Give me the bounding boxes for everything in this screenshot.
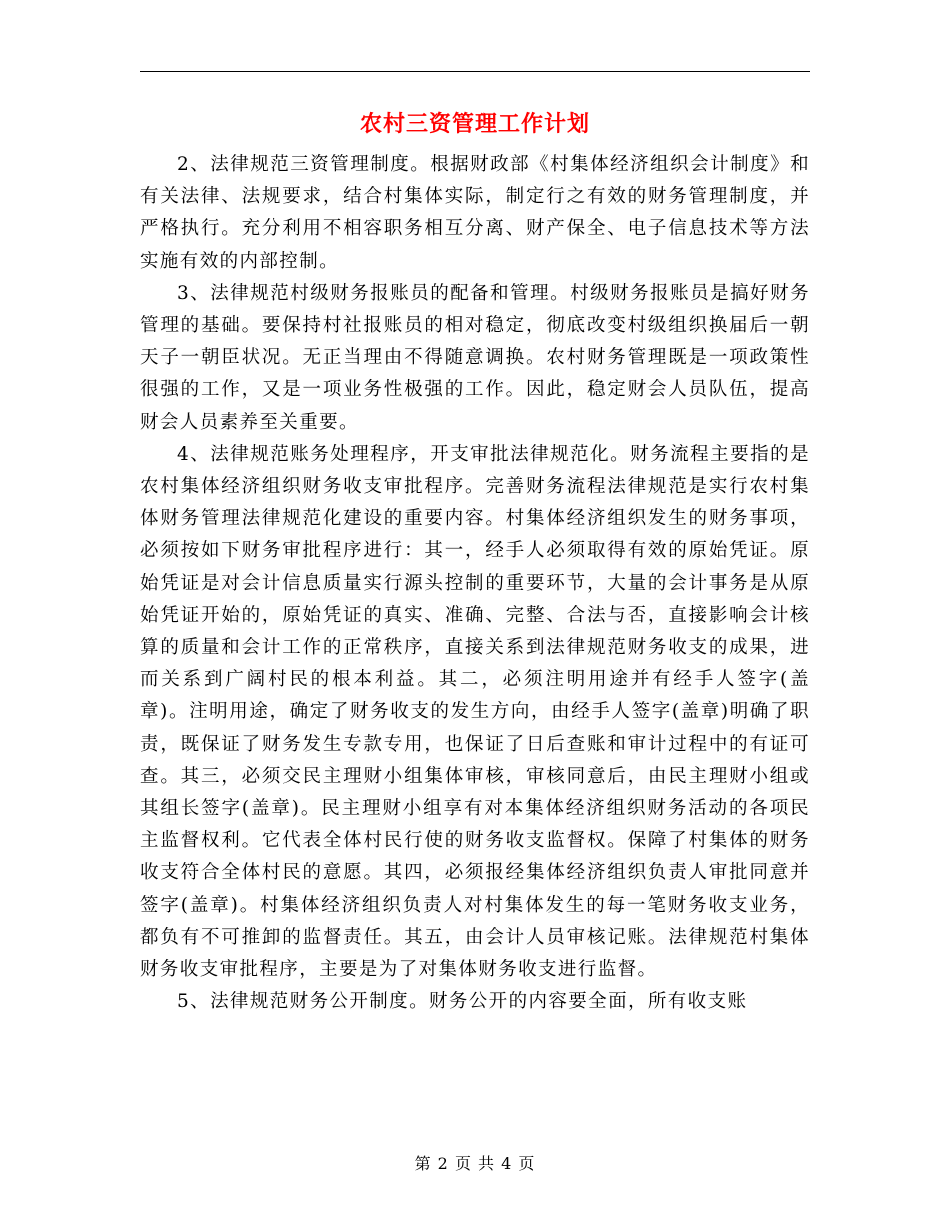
- paragraph-2: 2、法律规范三资管理制度。根据财政部《村集体经济组织会计制度》和有关法律、法规要求，结合村集体实际，制定行之有效的财务管理制度，并严格执行。充分利用不相容职务相互分离、财产保全、电子信息技术等方法实施有效的内部控制。: [140, 154, 810, 272]
- header-rule: [140, 71, 810, 72]
- document-body: [140, 149, 810, 1018]
- paragraph-3: 3、法律规范村级财务报账员的配备和管理。村级财务报账员是搞好财务管理的基础。要保持村社报账员的相对稳定，彻底改变村级组织换届后一朝天子一朝臣状况。无正当理由不得随意调换。农村财务管理既是一项政策性很强的工作，又是一项业务性极强的工作。因此，稳定财会人员队伍，提高财会人员素养至关重要。: [140, 282, 810, 433]
- page-footer: 第 2 页 共 4 页: [414, 1154, 536, 1173]
- document-title: 农村三资管理工作计划: [359, 111, 590, 137]
- paragraph-4: 4、法律规范账务处理程序，开支审批法律规范化。财务流程主要指的是农村集体经济组织财务收支审批程序。完善财务流程法律规范是实行农村集体财务管理法律规范化建设的重要内容。村集体经济组织发生的财务事项，必须按如下财务审批程序进行：其一，经手人必须取得有效的原始凭证。原始凭证是对会计信息质量实行源头控制的重要环节，大量的会计事务是从原始凭证开始的，原始凭证的真实、准确、完整、合法与否，直接影响会计核算的质量和会计工作的正常秩序，直接关系到法律规范财务收支的成果，进而关系到广阔村民的根本利益。其二，必须注明用途并有经手人签字(盖章)。注明用途，确定了财务收支的发生方向，由经手人签字(盖章)明确了职责，既保证了财务发生专款专用，也保证了日后查账和审计过程中的有证可查。其三，必须交民主理财小组集体审核，审核同意后，由民主理财小组或其组长签字(盖章)。民主理财小组享有对本集体经济组织财务活动的各项民主监督权利。它代表全体村民行使的财务收支监督权。保障了村集体的财务收支符合全体村民的意愿。其四，必须报经集体经济组织负责人审批同意并签字(盖章)。村集体经济组织负责人对村集体发生的每一笔财务收支业务，都负有不可推卸的监督责任。其五，由会计人员审核记账。法律规范村集体财务收支审批程序，主要是为了对集体财务收支进行监督。: [140, 443, 810, 981]
- paragraph-5: 5、法律规范财务公开制度。财务公开的内容要全面，所有收支账: [177, 991, 748, 1013]
